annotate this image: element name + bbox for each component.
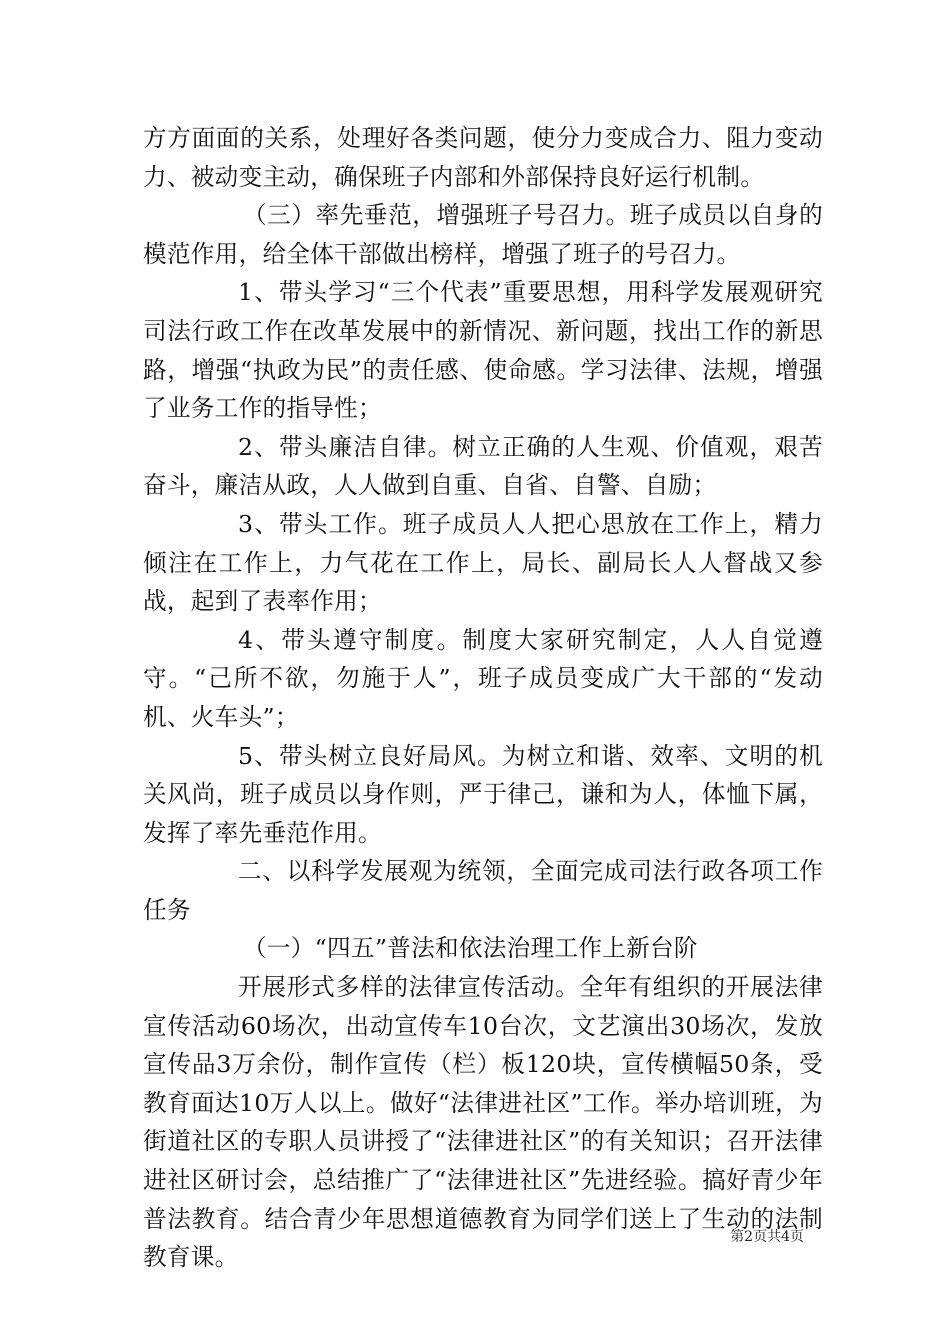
paragraph-item-5: 5、带头树立良好局风。为树立和谐、效率、文明的机关风尚，班子成员以身作则，严于律己，谦和为人，体恤下属，发挥了率先垂范作用。	[143, 741, 823, 847]
page-number-footer: 第2页共4页	[730, 1229, 804, 1245]
paragraph-item-2: 2、带头廉洁自律。树立正确的人生观、价值观，艰苦奋斗，廉洁从政，人人做到自重、自省、自警、自励；	[143, 432, 823, 500]
paragraph-legal-publicity: 开展形式多样的法律宣传活动。全年有组织的开展法律宣传活动60场次，出动宣传车10台次，文艺演出30场次，发放宣传品3万余份，制作宣传（栏）板120块，宣传横幅50条，受教育面达10万人以上。做好“法律进社区”工作。举办培训班，为街道社区的专职人员讲授了“法律进社区”的有关知识；召开法律进社区研讨会，总结推广了“法律进社区”先进经验。搞好青少年普法教育。结合青少年思想道德教育为同学们送上了生动的法制教育课。	[143, 973, 823, 1272]
paragraph-item-4: 4、带头遵守制度。制度大家研究制定，人人自觉遵守。“己所不欲，勿施于人”，班子成员变成广大干部的“发动机、火车头”；	[143, 625, 823, 731]
paragraph-item-3: 3、带头工作。班子成员人人把心思放在工作上，精力倾注在工作上，力气花在工作上，局长、副局长人人督战又参战，起到了表率作用；	[143, 509, 823, 616]
paragraph-item-1: 1、带头学习“三个代表”重要思想，用科学发展观研究司法行政工作在改革发展中的新情况、新问题，找出工作的新思路，增强“执政为民”的责任感、使命感。学习法律、法规，增强了业务工作的指导性；	[143, 278, 823, 423]
paragraph-subsection-1-heading: （一）“四五”普法和依法治理工作上新台阶	[243, 934, 698, 963]
paragraph-section-3-heading: （三）率先垂范，增强班子号召力。班子成员以自身的模范作用，给全体干部做出榜样，增强了班子的号召力。	[143, 201, 823, 268]
paragraph-section-2-heading: 二、以科学发展观为统领，全面完成司法行政各项工作任务	[143, 857, 823, 924]
document-body	[143, 119, 823, 1277]
paragraph-continued: 方方面面的关系，处理好各类问题，使分力变成合力、阻力变动力、被动变主动，确保班子内部和外部保持良好运行机制。	[143, 124, 823, 191]
